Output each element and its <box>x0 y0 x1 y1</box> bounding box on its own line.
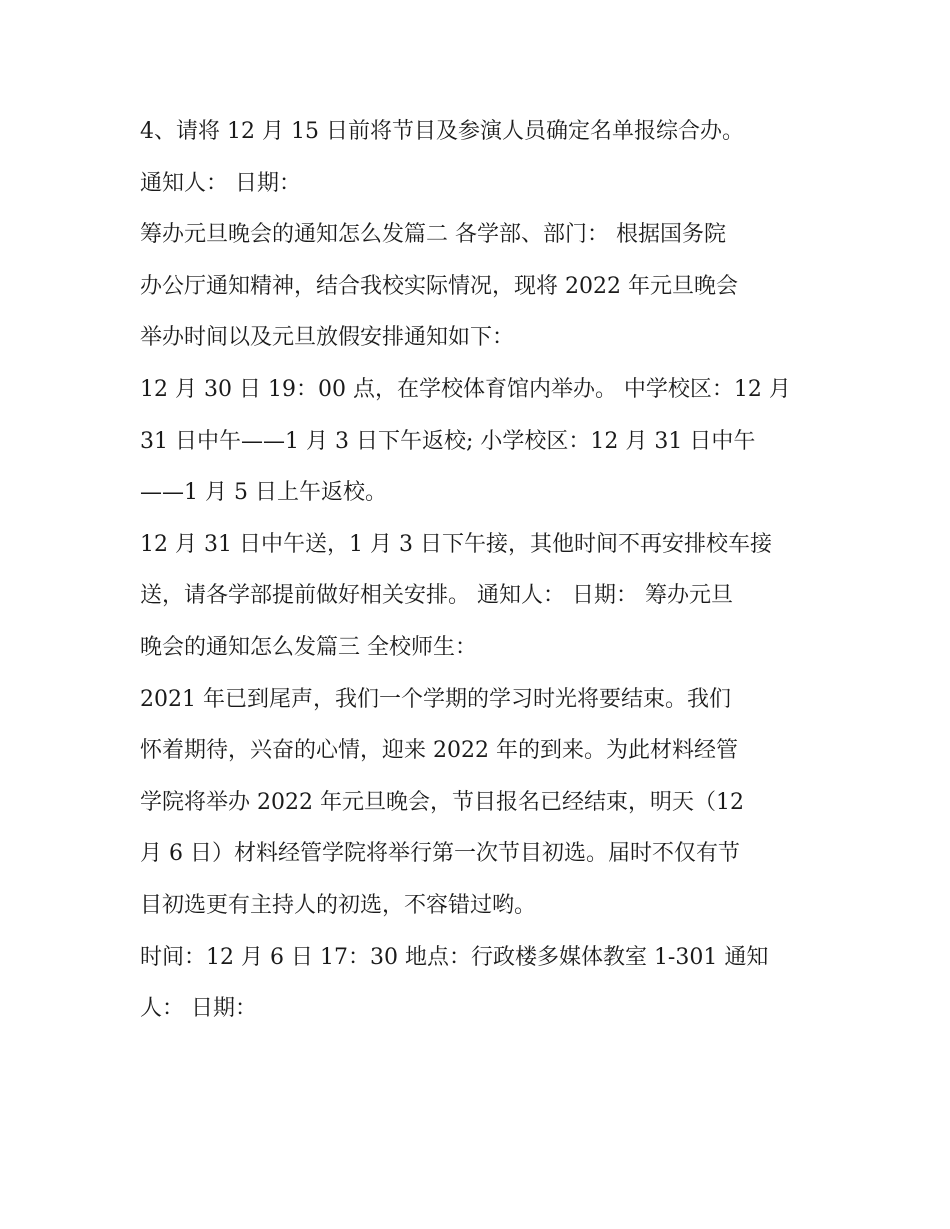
text-line: 12 月 30 日 19：00 点，在学校体育馆内举办。 中学校区：12 月 <box>140 376 791 402</box>
text-line: 目初选更有主持人的初选，不容错过哟。 <box>140 892 537 918</box>
text-line: 月 6 日）材料经管学院将举行第一次节目初选。届时不仅有节 <box>140 841 740 867</box>
text-line: 4、请将 12 月 15 日前将节目及参演人员确定名单报综合办。 <box>140 119 744 144</box>
text-line: 晚会的通知怎么发篇三 全校师生： <box>140 634 477 660</box>
text-line: 12 月 31 日中午送，1 月 3 日下午接，其他时间不再安排校车接 <box>140 531 772 557</box>
text-line: 举办时间以及元旦放假安排通知如下： <box>140 325 515 351</box>
text-line: 31 日中午——1 月 3 日下午返校; 小学校区：12 月 31 日中午 <box>140 428 756 454</box>
text-line: 学院将举办 2022 年元旦晚会，节目报名已经结束，明天（12 <box>140 789 744 815</box>
text-line: 送，请各学部提前做好相关安排。 通知人： 日期： 筹办元旦 <box>140 583 733 609</box>
text-line: 办公厅通知精神，结合我校实际情况，现将 2022 年元旦晚会 <box>140 273 738 299</box>
text-line: ——1 月 5 日上午返校。 <box>140 480 387 506</box>
text-line: 时间：12 月 6 日 17：30 地点：行政楼多媒体教室 1-301 通知 <box>140 944 769 970</box>
text-line: 筹办元旦晚会的通知怎么发篇二 各学部、部门： 根据国务院 <box>140 222 726 248</box>
text-line: 怀着期待，兴奋的心情，迎来 2022 年的到来。为此材料经管 <box>140 738 738 764</box>
text-line: 人： 日期： <box>140 996 257 1022</box>
document-body <box>140 106 812 1035</box>
text-line: 2021 年已到尾声，我们一个学期的学习时光将要结束。我们 <box>140 686 731 712</box>
text-line: 通知人： 日期： <box>140 170 301 196</box>
